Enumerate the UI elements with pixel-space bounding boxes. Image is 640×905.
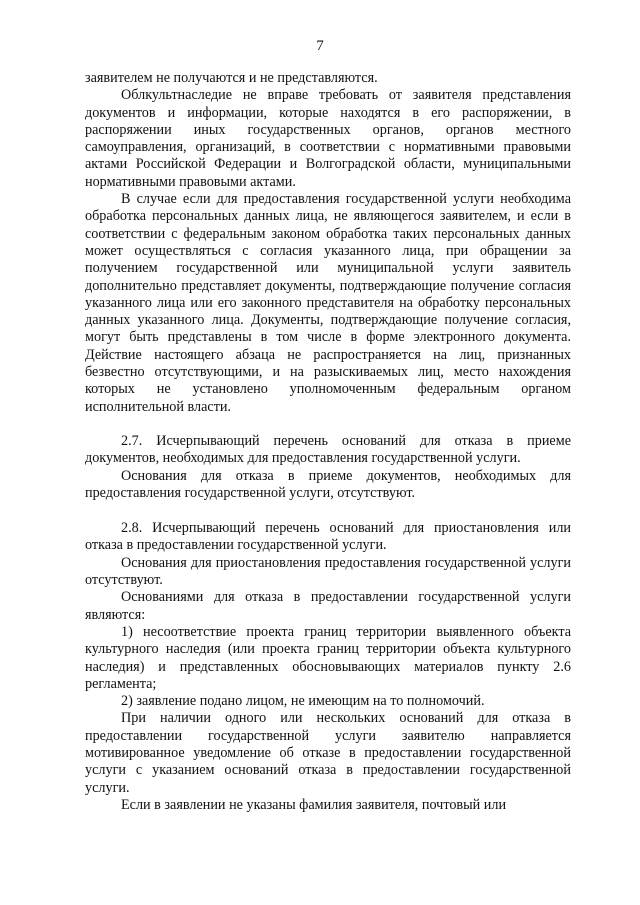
paragraph-no-refusal-grounds: Основания для отказа в приеме документов, необходимых для предоставления государственной услуги, отсутствуют. [85, 467, 571, 501]
paragraph-personal-data: В случае если для предоставления государственной услуги необходима обработка персональных данных лица, не являющегося заявителем, и если в соответствии с федеральным законом обработка таких персональных данных может осуществляться с согласия указанного лица, при обращении за получением государственной или муниципальной услуги заявитель дополнительно представляет документы, подтверждающие получение согласия указанного лица или его законного представителя на обработку персональных данных указанного лица. Документы, подтверждающие получение согласия, могут быть представлены в том числе в форме электронного документа. Действие настоящего абзаца не распространяется на лиц, признанных безвестно отсутствующими, и на разыскиваемых лиц, место нахождения которых не установлено уполномоченным федеральным органом исполнительной власти. [85, 191, 571, 415]
paragraph-no-requirement: Облкультнаследие не вправе требовать от заявителя представления документов и информации, которые находятся в его распоряжении, в распоряжении иных государственных органов, органов местного самоуправления, организаций, в соответствии с нормативными правовыми актами Российской Федерации и Волгоградской области, муниципальными нормативными правовыми актами. [85, 87, 571, 190]
section-2-7-heading: 2.7. Исчерпывающий перечень оснований для отказа в приеме документов, необходимых для предоставления государственной услуги. [85, 432, 571, 467]
paragraph-refusal-notice: При наличии одного или нескольких оснований для отказа в предоставлении государственной услуги заявителю направляется мотивированное уведомление об отказе в предоставлении государственной услуги с указанием оснований отказа в предоставлении государственной услуги. [85, 710, 571, 796]
paragraph-continuation: заявителем не получаются и не представляются. [85, 70, 378, 86]
page-number: 7 [316, 38, 324, 54]
paragraph-missing-details: Если в заявлении не указаны фамилия заявителя, почтовый или [121, 796, 507, 813]
paragraph-refusal-grounds-intro: Основаниями для отказа в предоставлении государственной услуги являются: [85, 589, 571, 623]
section-2-8-heading: 2.8. Исчерпывающий перечень оснований для приостановления или отказа в предоставлении государственной услуги. [85, 520, 571, 554]
list-item-2: 2) заявление подано лицом, не имеющим на то полномочий. [121, 693, 485, 710]
list-item-1: 1) несоответствие проекта границ территории выявленного объекта культурного наследия (или проекта границ территории объекта культурного наследия) и представленных обосновывающих материалов пункту 2.6 регламента; [85, 623, 571, 692]
document-body [85, 70, 571, 814]
paragraph-no-suspension-grounds: Основания для приостановления предоставления государственной услуги отсутствуют. [85, 554, 571, 589]
